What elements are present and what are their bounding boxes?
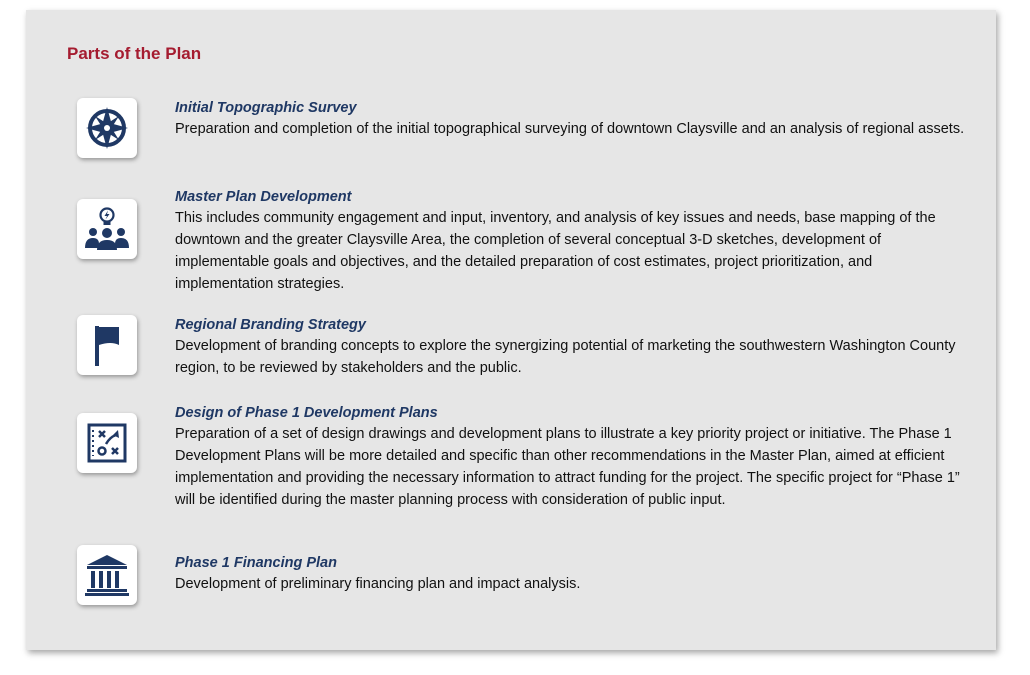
compass-icon [77, 98, 137, 158]
plan-part-description: This includes community engagement and input, inventory, and analysis of key issues and needs, base mapping of the downtown and the greater Claysville Area, the completion of several conceptual 3-D sketches, development of implementable goals and objectives, and the detailed preparation of cost estimates, project prioritization, and implementation strategies. [175, 210, 936, 292]
plan-part-text [175, 403, 965, 511]
plan-part-heading: Phase 1 Financing Plan [175, 555, 337, 571]
section-title: Parts of the Plan [67, 44, 202, 63]
plan-parts-panel [26, 10, 996, 650]
plan-part-description: Development of preliminary financing plan and impact analysis. [175, 576, 581, 592]
flag-icon [77, 315, 137, 375]
plan-part-text [175, 315, 965, 379]
plan-part-text [175, 553, 965, 595]
plan-part-text [175, 98, 965, 140]
plan-part-text [175, 187, 965, 295]
plan-part-description: Preparation of a set of design drawings and development plans to illustrate a key priority project or initiative. The Phase 1 Development Plans will be more detailed and specific than other recommendations in the Master Plan, aimed at efficient implementation and providing the necessary information to attract funding for the project. The specific project for “Phase 1” will be identified during the master planning process with consideration of public input. [175, 426, 960, 508]
plan-part-heading: Initial Topographic Survey [175, 100, 357, 116]
plan-part-description: Preparation and completion of the initial topographical surveying of downtown Claysville and an analysis of regional assets. [175, 121, 965, 137]
strategy-plan-icon [77, 413, 137, 473]
plan-part-description: Development of branding concepts to explore the synergizing potential of marketing the southwestern Washington County region, to be reviewed by stakeholders and the public. [175, 338, 956, 376]
bank-icon [77, 545, 137, 605]
plan-part-heading: Regional Branding Strategy [175, 317, 366, 333]
lightbulb-people-icon [77, 199, 137, 259]
plan-part-heading: Design of Phase 1 Development Plans [175, 405, 438, 421]
plan-part-heading: Master Plan Development [175, 189, 352, 205]
